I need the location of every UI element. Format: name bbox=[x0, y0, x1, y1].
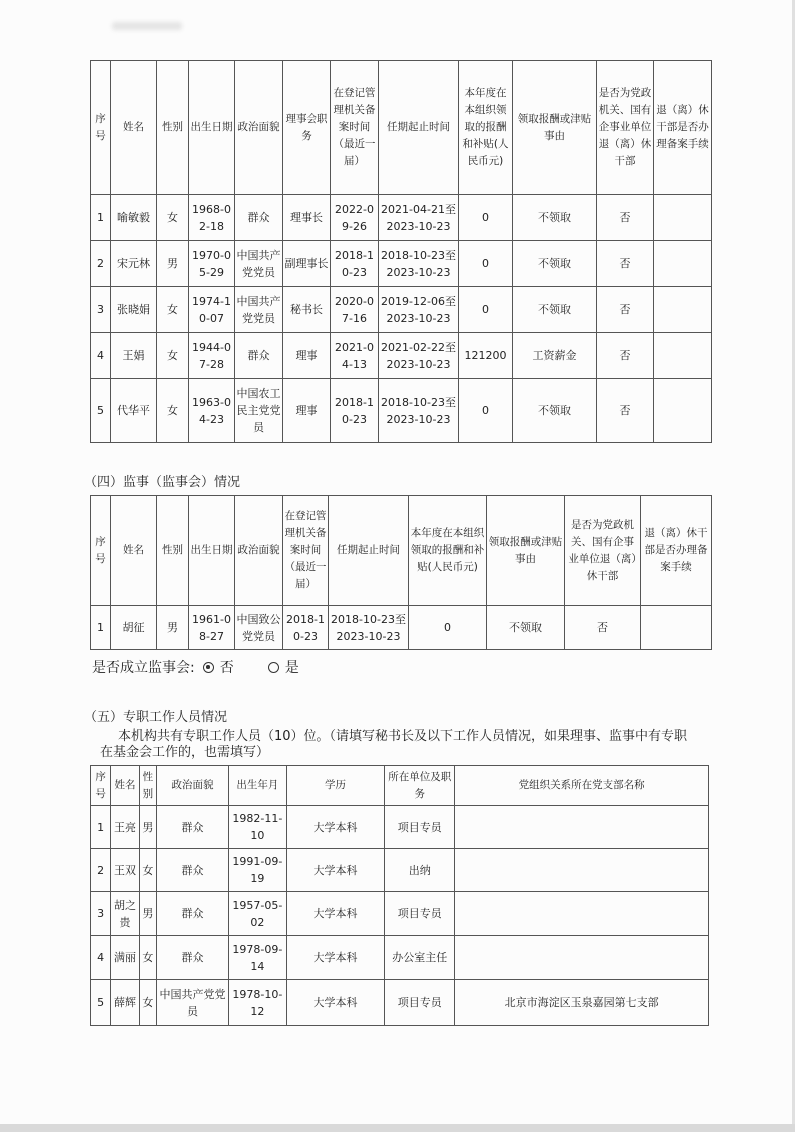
table-cell: 1991-09-19 bbox=[228, 849, 286, 892]
table-cell: 2018-10-23 bbox=[283, 606, 329, 650]
table-cell: 1963-04-23 bbox=[189, 379, 235, 443]
col-header: 所在单位及职务 bbox=[385, 766, 455, 806]
table-cell: 胡征 bbox=[111, 606, 157, 650]
table-cell: 1978-09-14 bbox=[228, 936, 286, 980]
table-row bbox=[91, 379, 712, 443]
table-cell: 2018-10-23 bbox=[331, 379, 379, 443]
table-cell: 4 bbox=[91, 333, 111, 379]
table-cell: 理事 bbox=[283, 333, 331, 379]
table-cell: 1 bbox=[91, 606, 111, 650]
table-cell: 否 bbox=[597, 287, 654, 333]
table-cell: 1944-07-28 bbox=[189, 333, 235, 379]
table-cell: 女 bbox=[139, 936, 156, 980]
col-header: 序号 bbox=[91, 766, 111, 806]
radio-option-no[interactable] bbox=[203, 657, 234, 677]
col-header: 任期起止时间 bbox=[379, 61, 459, 195]
table-cell: 3 bbox=[91, 892, 111, 936]
table-cell: 1978-10-12 bbox=[228, 980, 286, 1026]
table-cell: 2018-10-23至2023-10-23 bbox=[329, 606, 409, 650]
table-cell: 喻敏毅 bbox=[111, 195, 157, 241]
table-cell: 群众 bbox=[156, 936, 228, 980]
table-cell bbox=[455, 806, 709, 849]
table-cell: 秘书长 bbox=[283, 287, 331, 333]
col-header: 领取报酬或津贴事由 bbox=[487, 496, 565, 606]
table-cell: 2021-04-21至2023-10-23 bbox=[379, 195, 459, 241]
board-header-row bbox=[91, 61, 712, 195]
table-row bbox=[91, 806, 709, 849]
table-cell: 大学本科 bbox=[286, 849, 384, 892]
table-cell: 1961-08-27 bbox=[189, 606, 235, 650]
table-cell bbox=[455, 936, 709, 980]
table-cell: 0 bbox=[459, 195, 513, 241]
table-cell: 1 bbox=[91, 806, 111, 849]
col-header: 序号 bbox=[91, 61, 111, 195]
table-cell: 男 bbox=[139, 892, 156, 936]
col-header: 政治面貌 bbox=[156, 766, 228, 806]
table-cell bbox=[654, 241, 712, 287]
table-cell: 否 bbox=[597, 241, 654, 287]
table-cell: 2018-10-23至2023-10-23 bbox=[379, 379, 459, 443]
table-cell: 王娟 bbox=[111, 333, 157, 379]
table-cell: 北京市海淀区玉泉嘉园第七支部 bbox=[455, 980, 709, 1026]
table-cell: 中国农工民主党党员 bbox=[235, 379, 283, 443]
table-cell: 中国致公党党员 bbox=[235, 606, 283, 650]
col-header: 政治面貌 bbox=[235, 61, 283, 195]
table-cell: 王双 bbox=[111, 849, 139, 892]
table-cell: 否 bbox=[565, 606, 641, 650]
col-header: 姓名 bbox=[111, 61, 157, 195]
col-header: 政治面貌 bbox=[235, 496, 283, 606]
table-cell bbox=[654, 379, 712, 443]
table-cell: 1957-05-02 bbox=[228, 892, 286, 936]
table-cell: 1 bbox=[91, 195, 111, 241]
col-header: 本年度在本组织领取的报酬和补贴(人民币元) bbox=[459, 61, 513, 195]
table-cell: 女 bbox=[139, 980, 156, 1026]
table-cell: 1982-11-10 bbox=[228, 806, 286, 849]
table-cell: 群众 bbox=[156, 806, 228, 849]
table-cell: 大学本科 bbox=[286, 892, 384, 936]
col-header: 性别 bbox=[157, 61, 189, 195]
table-cell: 2018-10-23至2023-10-23 bbox=[379, 241, 459, 287]
table-cell: 中国共产党党员 bbox=[235, 287, 283, 333]
table-cell bbox=[654, 287, 712, 333]
col-header: 序号 bbox=[91, 496, 111, 606]
col-header: 性别 bbox=[139, 766, 156, 806]
table-row bbox=[91, 333, 712, 379]
table-cell: 否 bbox=[597, 379, 654, 443]
table-cell: 女 bbox=[139, 849, 156, 892]
table-cell: 办公室主任 bbox=[385, 936, 455, 980]
col-header: 姓名 bbox=[111, 496, 157, 606]
table-cell: 0 bbox=[459, 379, 513, 443]
table-cell: 代华平 bbox=[111, 379, 157, 443]
table-cell: 0 bbox=[409, 606, 487, 650]
table-cell: 0 bbox=[459, 241, 513, 287]
radio-label: 是 bbox=[284, 660, 299, 676]
radio-option-yes[interactable] bbox=[268, 657, 299, 677]
table-cell: 大学本科 bbox=[286, 936, 384, 980]
table-row bbox=[91, 241, 712, 287]
table-cell: 2020-07-16 bbox=[331, 287, 379, 333]
table-cell: 5 bbox=[91, 980, 111, 1026]
col-header: 出生年月 bbox=[228, 766, 286, 806]
col-header: 性别 bbox=[157, 496, 189, 606]
table-cell bbox=[455, 892, 709, 936]
table-cell: 满丽 bbox=[111, 936, 139, 980]
table-cell: 不领取 bbox=[513, 287, 597, 333]
table-cell: 中国共产党党员 bbox=[156, 980, 228, 1026]
table-cell bbox=[455, 849, 709, 892]
table-cell: 1968-02-18 bbox=[189, 195, 235, 241]
table-row bbox=[91, 936, 709, 980]
table-cell: 否 bbox=[597, 195, 654, 241]
table-cell: 项目专员 bbox=[385, 892, 455, 936]
table-cell: 群众 bbox=[235, 195, 283, 241]
table-cell bbox=[641, 606, 712, 650]
table-row bbox=[91, 606, 712, 650]
table-cell: 2 bbox=[91, 241, 111, 287]
col-header: 出生日期 bbox=[189, 496, 235, 606]
table-cell: 0 bbox=[459, 287, 513, 333]
scan-smudge bbox=[112, 22, 182, 30]
supervisory-board-question bbox=[92, 657, 299, 677]
table-cell: 出纳 bbox=[385, 849, 455, 892]
table-row bbox=[91, 892, 709, 936]
staff-section-title: （五）专职工作人员情况 bbox=[84, 710, 228, 725]
radio-selected-icon bbox=[203, 662, 214, 673]
staff-table bbox=[90, 765, 709, 1026]
col-header: 姓名 bbox=[111, 766, 139, 806]
table-cell: 男 bbox=[157, 241, 189, 287]
table-cell: 3 bbox=[91, 287, 111, 333]
table-cell: 2021-02-22至2023-10-23 bbox=[379, 333, 459, 379]
table-cell: 2019-12-06至2023-10-23 bbox=[379, 287, 459, 333]
col-header: 退（离）休干部是否办理备案手续 bbox=[641, 496, 712, 606]
table-cell: 女 bbox=[157, 195, 189, 241]
table-cell: 王亮 bbox=[111, 806, 139, 849]
col-header: 本年度在本组织领取的报酬和补贴(人民币元) bbox=[409, 496, 487, 606]
col-header: 任期起止时间 bbox=[329, 496, 409, 606]
table-cell: 2021-04-13 bbox=[331, 333, 379, 379]
table-cell: 项目专员 bbox=[385, 806, 455, 849]
table-row bbox=[91, 195, 712, 241]
supervisor-section-title: （四）监事（监事会）情况 bbox=[84, 475, 241, 490]
col-header: 学历 bbox=[286, 766, 384, 806]
supervisor-table bbox=[90, 495, 712, 650]
table-cell: 男 bbox=[139, 806, 156, 849]
table-cell: 张晓娟 bbox=[111, 287, 157, 333]
table-cell: 不领取 bbox=[513, 241, 597, 287]
table-cell: 女 bbox=[157, 379, 189, 443]
table-cell bbox=[654, 333, 712, 379]
table-cell: 不领取 bbox=[487, 606, 565, 650]
table-cell: 群众 bbox=[235, 333, 283, 379]
table-cell: 副理事长 bbox=[283, 241, 331, 287]
table-cell: 胡之贵 bbox=[111, 892, 139, 936]
scan-bottom-edge bbox=[0, 1124, 795, 1132]
table-cell: 不领取 bbox=[513, 195, 597, 241]
table-cell: 女 bbox=[157, 287, 189, 333]
table-cell: 大学本科 bbox=[286, 980, 384, 1026]
col-header: 在登记管理机关备案时间（最近一届） bbox=[283, 496, 329, 606]
col-header: 是否为党政机关、国有企事业单位退（离）休干部 bbox=[597, 61, 654, 195]
table-cell: 工资薪金 bbox=[513, 333, 597, 379]
col-header: 在登记管理机关备案时间（最近一届） bbox=[331, 61, 379, 195]
table-cell: 理事 bbox=[283, 379, 331, 443]
table-cell: 5 bbox=[91, 379, 111, 443]
radio-unselected-icon bbox=[268, 662, 279, 673]
col-header: 党组织关系所在党支部名称 bbox=[455, 766, 709, 806]
table-cell: 薛辉 bbox=[111, 980, 139, 1026]
table-cell: 2018-10-23 bbox=[331, 241, 379, 287]
table-cell: 群众 bbox=[156, 892, 228, 936]
col-header: 出生日期 bbox=[189, 61, 235, 195]
table-cell: 1970-05-29 bbox=[189, 241, 235, 287]
table-cell: 宋元林 bbox=[111, 241, 157, 287]
table-row bbox=[91, 849, 709, 892]
table-cell: 121200 bbox=[459, 333, 513, 379]
table-cell: 不领取 bbox=[513, 379, 597, 443]
table-cell: 否 bbox=[597, 333, 654, 379]
table-cell: 项目专员 bbox=[385, 980, 455, 1026]
table-cell: 理事长 bbox=[283, 195, 331, 241]
supervisor-header-row bbox=[91, 496, 712, 606]
board-members-table bbox=[90, 60, 712, 443]
table-cell: 2022-09-26 bbox=[331, 195, 379, 241]
col-header: 领取报酬或津贴事由 bbox=[513, 61, 597, 195]
question-label: 是否成立监事会: bbox=[92, 660, 195, 676]
table-cell: 1974-10-07 bbox=[189, 287, 235, 333]
staff-header-row bbox=[91, 766, 709, 806]
table-cell: 群众 bbox=[156, 849, 228, 892]
table-row bbox=[91, 980, 709, 1026]
table-cell: 女 bbox=[157, 333, 189, 379]
col-header: 退（离）休干部是否办理备案手续 bbox=[654, 61, 712, 195]
table-cell: 男 bbox=[157, 606, 189, 650]
table-cell bbox=[654, 195, 712, 241]
table-cell: 4 bbox=[91, 936, 111, 980]
table-row bbox=[91, 287, 712, 333]
staff-note: 本机构共有专职工作人员（10）位。（请填写秘书长及以下工作人员情况，如果理事、监事中有专职在基金会工作的，也需填写） bbox=[100, 729, 688, 760]
table-cell: 中国共产党党员 bbox=[235, 241, 283, 287]
col-header: 理事会职务 bbox=[283, 61, 331, 195]
table-cell: 2 bbox=[91, 849, 111, 892]
radio-label: 否 bbox=[219, 660, 234, 676]
table-cell: 大学本科 bbox=[286, 806, 384, 849]
col-header: 是否为党政机关、国有企事业单位退（离）休干部 bbox=[565, 496, 641, 606]
